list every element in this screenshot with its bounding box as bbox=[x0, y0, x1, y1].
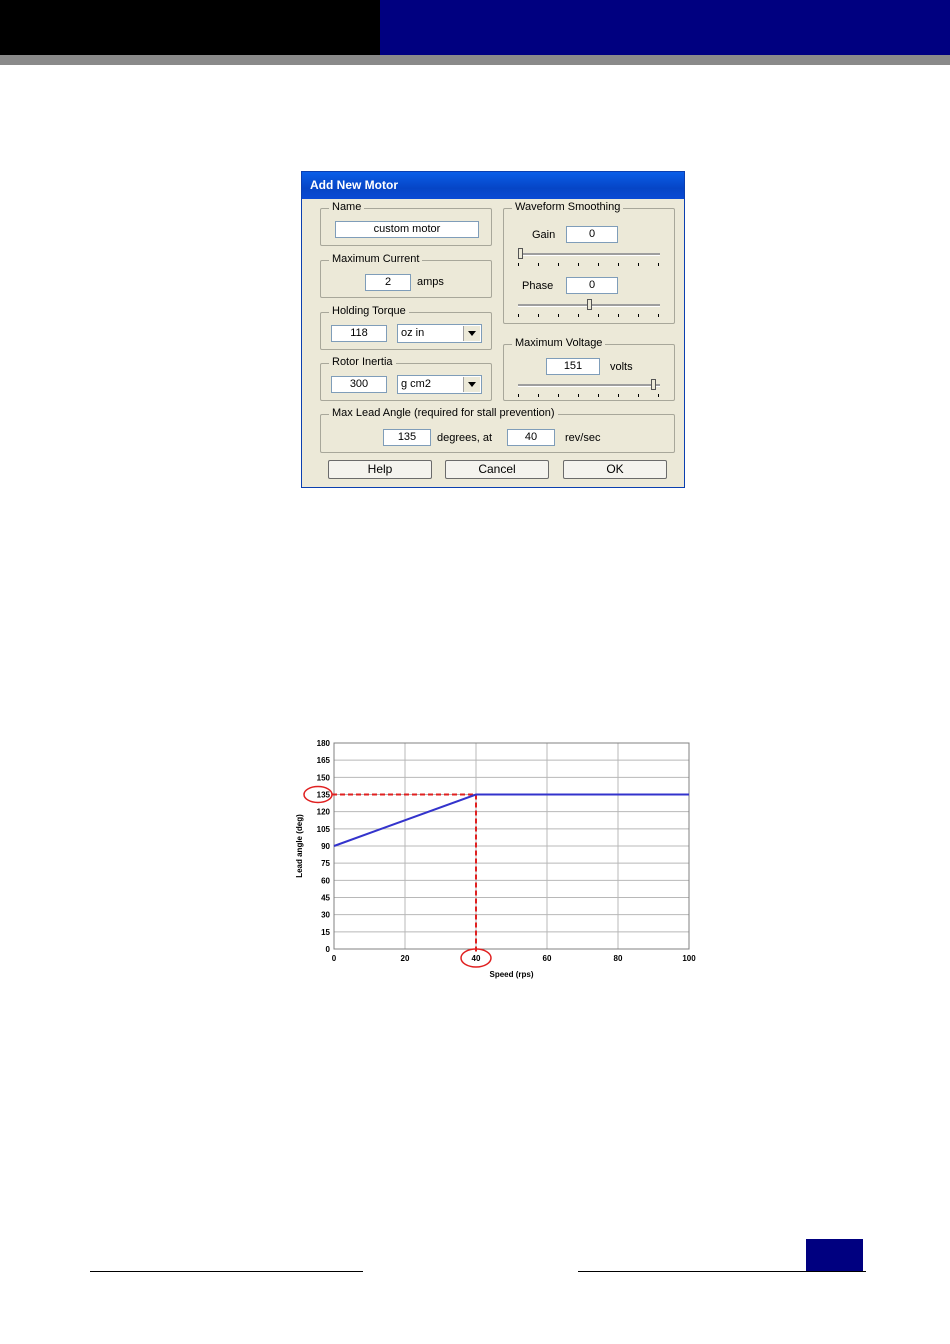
footer-rule-right bbox=[578, 1271, 866, 1272]
x-tick-label: 60 bbox=[542, 954, 552, 963]
slider-tick bbox=[578, 263, 579, 266]
gain-slider[interactable] bbox=[518, 249, 660, 267]
slider-tick bbox=[618, 314, 619, 317]
slider-tick bbox=[518, 263, 519, 266]
y-tick-label: 150 bbox=[316, 773, 330, 783]
rev-sec-label: rev/sec bbox=[565, 432, 601, 444]
slider-tick bbox=[558, 394, 559, 397]
y-tick-label: 15 bbox=[321, 927, 330, 937]
torque-unit-value: oz in bbox=[401, 327, 425, 339]
y-tick-label: 135 bbox=[316, 790, 330, 800]
slider-tick bbox=[638, 394, 639, 397]
slider-tick bbox=[618, 394, 619, 397]
footer-rule-left bbox=[90, 1271, 363, 1272]
y-tick-label: 60 bbox=[321, 876, 330, 886]
max-voltage-slider-thumb[interactable] bbox=[651, 379, 656, 390]
slider-tick bbox=[618, 263, 619, 266]
gain-field[interactable]: 0 bbox=[566, 226, 618, 243]
holding-torque-group bbox=[320, 305, 492, 350]
slider-tick bbox=[538, 394, 539, 397]
slider-tick bbox=[598, 394, 599, 397]
y-tick-label: 165 bbox=[316, 756, 330, 766]
lead-angle-speed-field[interactable]: 40 bbox=[507, 429, 555, 446]
lead-angle-chart bbox=[290, 735, 710, 1000]
gain-slider-thumb[interactable] bbox=[518, 248, 523, 259]
waveform-smoothing-group bbox=[503, 201, 675, 324]
x-tick-label: 0 bbox=[331, 954, 337, 963]
max-voltage-legend: Maximum Voltage bbox=[512, 337, 605, 349]
amps-label: amps bbox=[417, 276, 444, 288]
ok-button[interactable]: OK bbox=[563, 460, 667, 479]
x-tick-label: 20 bbox=[400, 954, 410, 963]
slider-tick bbox=[518, 394, 519, 397]
dialog-title: Add New Motor bbox=[302, 172, 684, 199]
slider-tick bbox=[638, 263, 639, 266]
torque-unit-select[interactable] bbox=[397, 324, 482, 343]
x-tick-label: 40 bbox=[471, 954, 481, 963]
rotor-inertia-field[interactable]: 300 bbox=[331, 376, 387, 393]
max-current-group bbox=[320, 253, 492, 298]
inertia-unit-select[interactable] bbox=[397, 375, 482, 394]
phase-slider[interactable] bbox=[518, 300, 660, 318]
holding-torque-field[interactable]: 118 bbox=[331, 325, 387, 342]
inertia-unit-value: g cm2 bbox=[401, 378, 431, 390]
slider-tick bbox=[558, 314, 559, 317]
volts-label: volts bbox=[610, 361, 633, 373]
max-voltage-field[interactable]: 151 bbox=[546, 358, 600, 375]
header-blue-band bbox=[380, 0, 950, 55]
lead-angle-degrees-field[interactable]: 135 bbox=[383, 429, 431, 446]
y-tick-label: 120 bbox=[316, 807, 330, 817]
max-current-field[interactable]: 2 bbox=[365, 274, 411, 291]
guide-lines bbox=[332, 795, 476, 954]
slider-tick bbox=[538, 314, 539, 317]
y-tick-label: 0 bbox=[325, 945, 330, 954]
max-voltage-slider[interactable] bbox=[518, 380, 660, 398]
header-gray-rule bbox=[0, 55, 950, 65]
x-axis-label: Speed (rps) bbox=[489, 970, 534, 979]
slider-tick bbox=[518, 314, 519, 317]
rotor-inertia-legend: Rotor Inertia bbox=[329, 356, 396, 368]
help-button[interactable]: Help bbox=[328, 460, 432, 479]
name-group bbox=[320, 201, 492, 246]
x-tick-label: 100 bbox=[682, 954, 696, 963]
name-field[interactable]: custom motor bbox=[335, 221, 479, 238]
phase-label: Phase bbox=[522, 280, 554, 292]
y-tick-labels bbox=[317, 739, 331, 954]
phase-field[interactable]: 0 bbox=[566, 277, 618, 294]
slider-tick bbox=[598, 314, 599, 317]
rotor-inertia-group bbox=[320, 356, 492, 401]
y-tick-label: 75 bbox=[321, 859, 330, 869]
y-axis-label: Lead angle (deg) bbox=[295, 814, 304, 878]
y-tick-label: 45 bbox=[321, 893, 330, 903]
name-legend: Name bbox=[329, 201, 364, 213]
slider-tick bbox=[578, 314, 579, 317]
slider-tick bbox=[658, 263, 659, 266]
holding-torque-legend: Holding Torque bbox=[329, 305, 409, 317]
y-tick-label: 30 bbox=[321, 910, 330, 920]
degrees-at-label: degrees, at bbox=[437, 432, 493, 444]
x-tick-labels bbox=[332, 954, 696, 963]
lead-angle-series-line bbox=[334, 795, 689, 847]
max-voltage-group bbox=[503, 337, 675, 401]
chevron-down-icon[interactable] bbox=[463, 326, 480, 341]
slider-tick bbox=[658, 314, 659, 317]
lead-angle-group bbox=[320, 407, 675, 453]
chart-series bbox=[334, 795, 689, 847]
slider-tick bbox=[578, 394, 579, 397]
gain-label: Gain bbox=[532, 229, 556, 241]
phase-slider-thumb[interactable] bbox=[587, 299, 592, 310]
add-new-motor-dialog bbox=[301, 171, 685, 488]
header-black-band bbox=[0, 0, 380, 55]
y-tick-label: 105 bbox=[316, 824, 330, 834]
footer-page-box bbox=[806, 1239, 863, 1271]
slider-tick bbox=[638, 314, 639, 317]
slider-tick bbox=[538, 263, 539, 266]
y-tick-label: 90 bbox=[321, 842, 330, 851]
waveform-smoothing-legend: Waveform Smoothing bbox=[512, 201, 623, 213]
highlight-circles bbox=[304, 787, 491, 968]
slider-tick bbox=[658, 394, 659, 397]
slider-tick bbox=[558, 263, 559, 266]
chevron-down-icon[interactable] bbox=[463, 377, 480, 392]
lead-angle-legend: Max Lead Angle (required for stall prevention) bbox=[329, 407, 558, 419]
slider-tick bbox=[598, 263, 599, 266]
chart-grid bbox=[334, 743, 689, 949]
y-tick-label: 180 bbox=[316, 739, 330, 748]
max-current-legend: Maximum Current bbox=[329, 253, 422, 265]
x-tick-label: 80 bbox=[613, 954, 623, 963]
cancel-button[interactable]: Cancel bbox=[445, 460, 549, 479]
